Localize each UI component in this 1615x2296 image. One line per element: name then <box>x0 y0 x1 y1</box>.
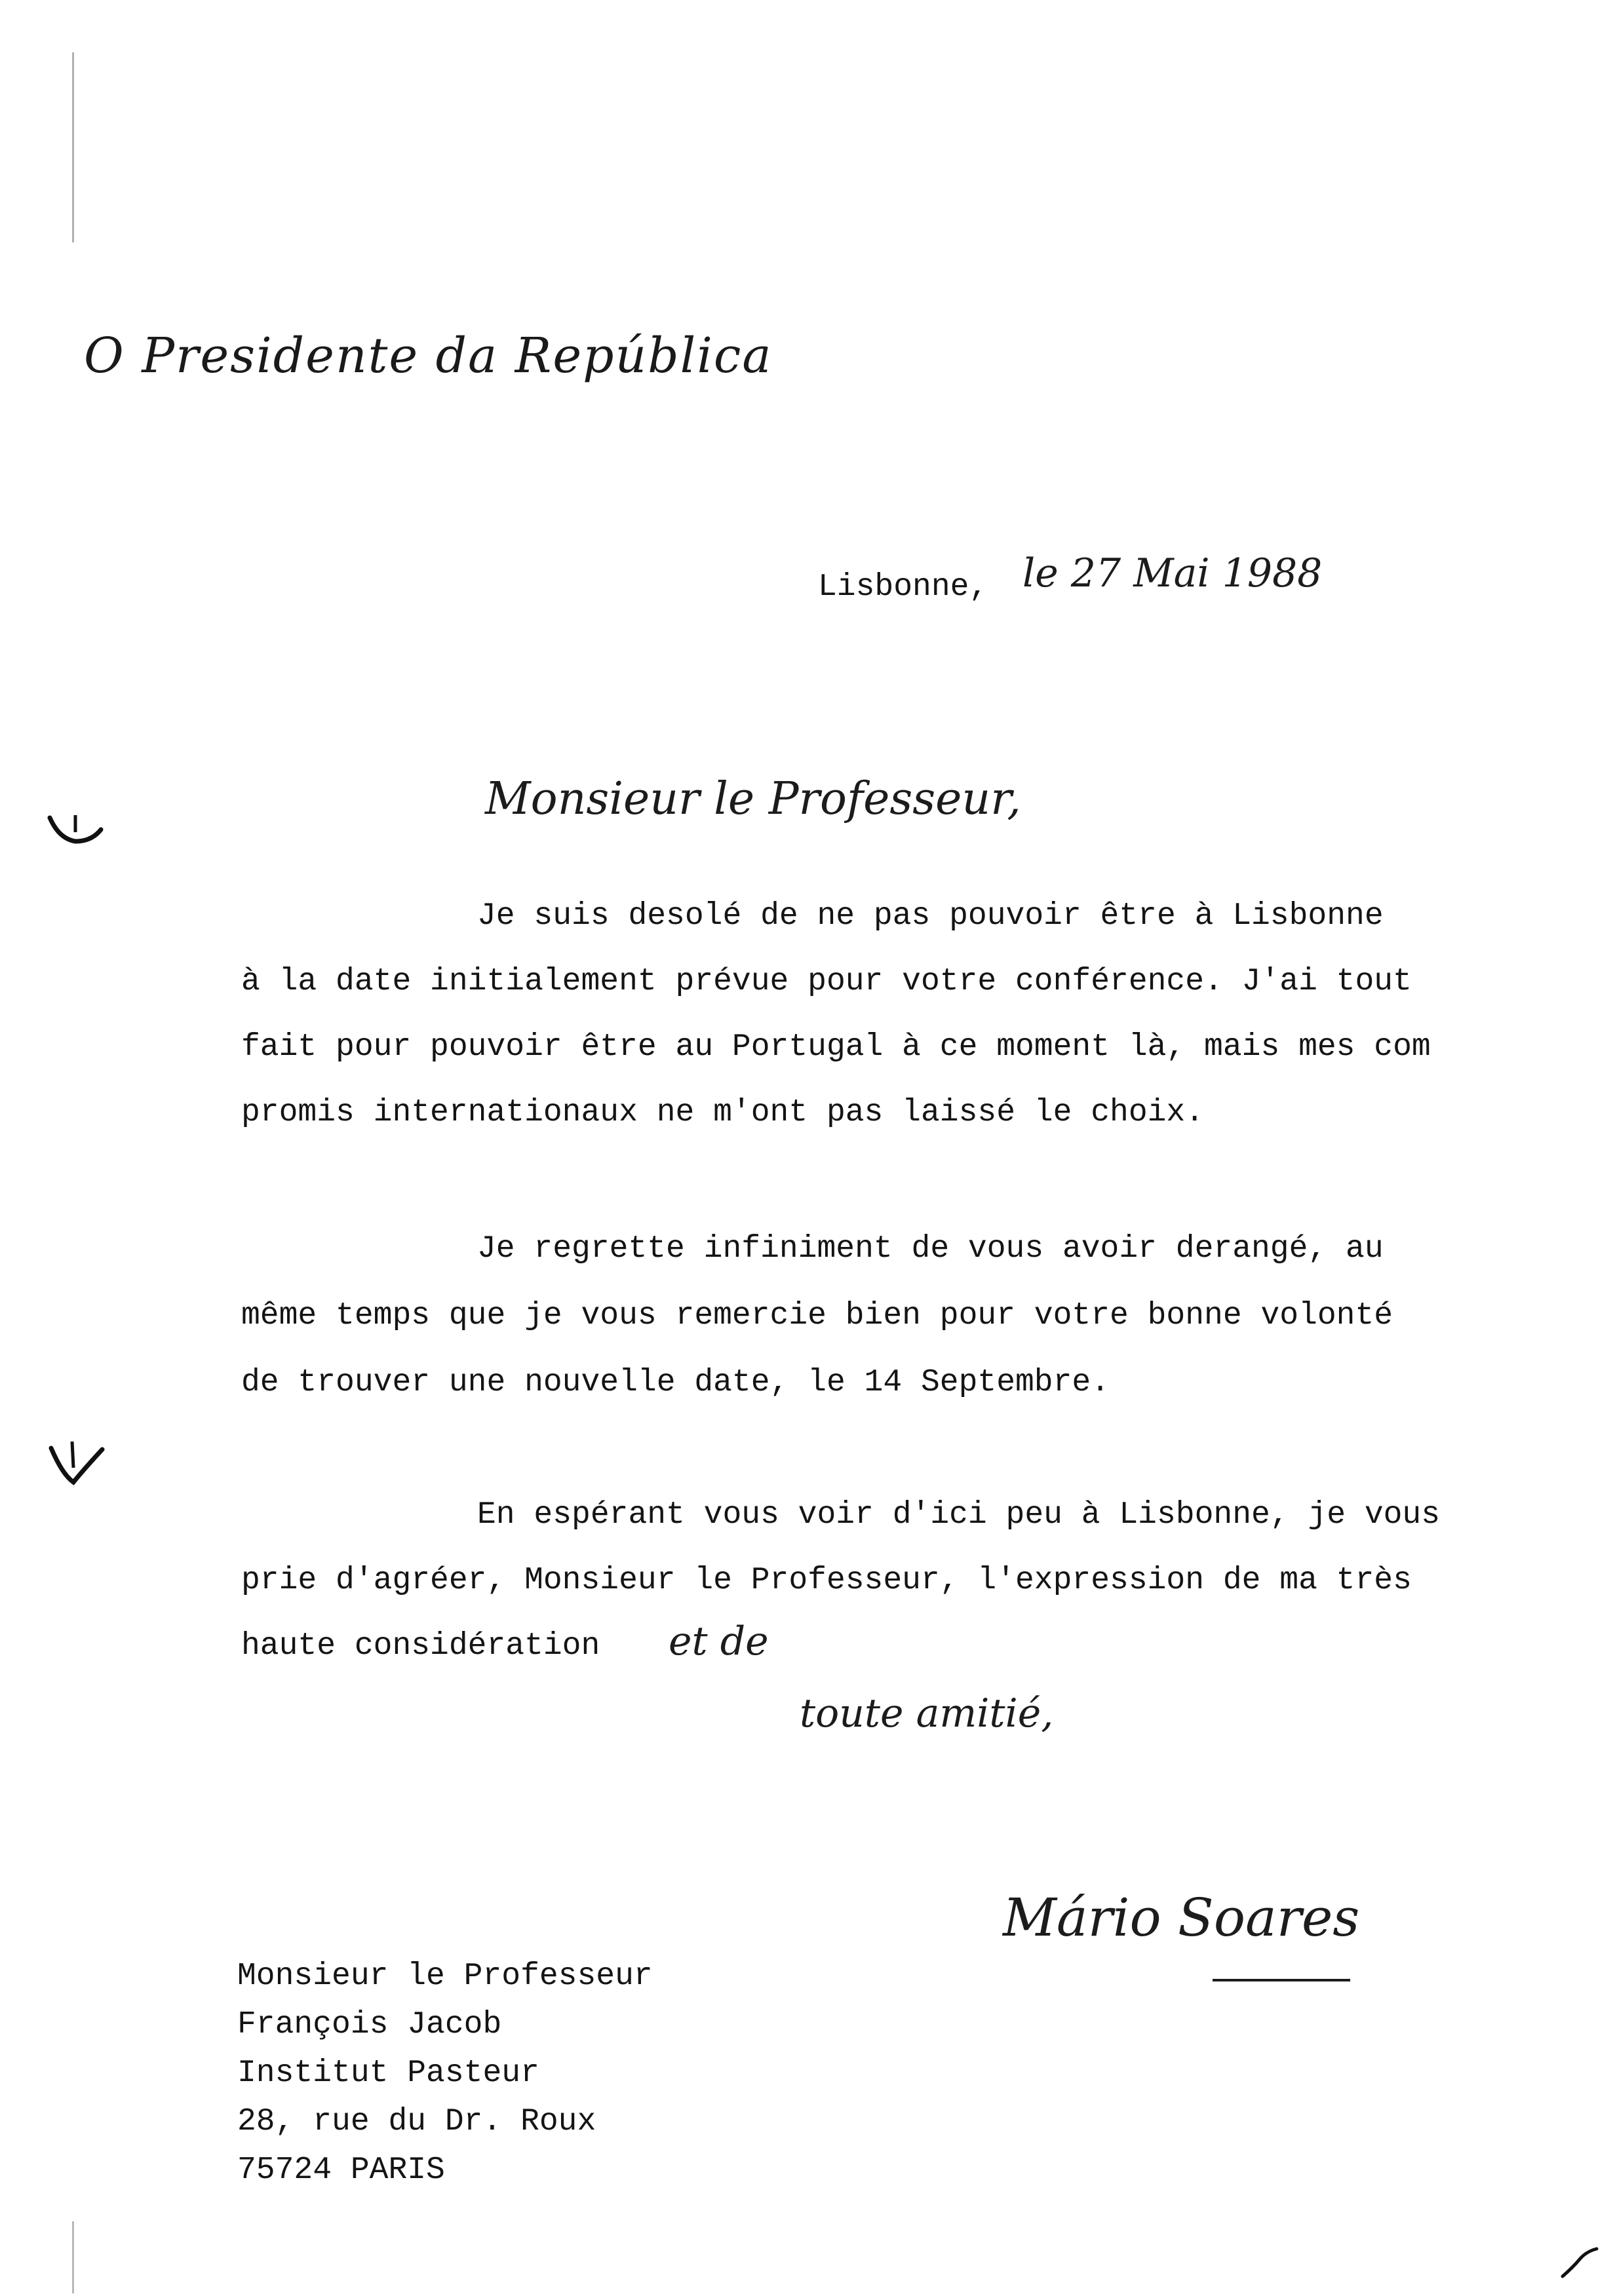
place-line: Lisbonne, <box>818 569 988 605</box>
left-margin-line-bottom <box>72 2221 74 2293</box>
body-p1-line-3: fait pour pouvoir être au Portugal à ce moment là, mais mes com <box>241 1029 1431 1065</box>
body-p3-line-3: haute considération <box>241 1628 600 1664</box>
address-line-3: Institut Pasteur <box>237 2056 539 2091</box>
address-line-2: François Jacob <box>237 2007 502 2042</box>
margin-check-mark-2 <box>46 1435 105 1494</box>
body-p1-line-4: promis internationaux ne m'ont pas laissé le choix. <box>241 1095 1205 1130</box>
body-p1-line-2: à la date initialement prévue pour votre conférence. J'ai tout <box>241 964 1412 999</box>
body-p3-line-2: prie d'agréer, Monsieur le Professeur, l'expression de ma très <box>241 1563 1412 1598</box>
handwritten-closing-line-2: toute amitié, <box>800 1691 1054 1736</box>
body-p1-line-1: Je suis desolé de ne pas pouvoir être à Lisbonne <box>477 898 1384 934</box>
left-margin-line <box>72 52 74 242</box>
handwritten-salutation: Monsieur le Professeur, <box>485 773 1021 825</box>
address-line-4: 28, rue du Dr. Roux <box>237 2104 596 2139</box>
body-p3-line-1: En espérant vous voir d'ici peu à Lisbonne, je vous <box>477 1497 1441 1533</box>
letterhead: O Presidente da República <box>84 328 773 384</box>
body-p2-line-3: de trouver une nouvelle date, le 14 Septembre. <box>241 1365 1110 1400</box>
corner-mark <box>1560 2248 1599 2280</box>
signature: Mário Soares <box>1003 1887 1360 1948</box>
body-p2-line-2: même temps que je vous remercie bien pour votre bonne volonté <box>241 1298 1393 1333</box>
body-p2-line-1: Je regrette infiniment de vous avoir derangé, au <box>477 1231 1384 1267</box>
address-line-5: 75724 PARIS <box>237 2152 445 2188</box>
handwritten-closing-line-1: et de <box>669 1618 769 1664</box>
signature-underline <box>1213 1979 1350 1981</box>
margin-check-mark-1 <box>46 813 105 858</box>
handwritten-date: le 27 Mai 1988 <box>1022 550 1323 596</box>
address-line-1: Monsieur le Professeur <box>237 1959 653 1994</box>
